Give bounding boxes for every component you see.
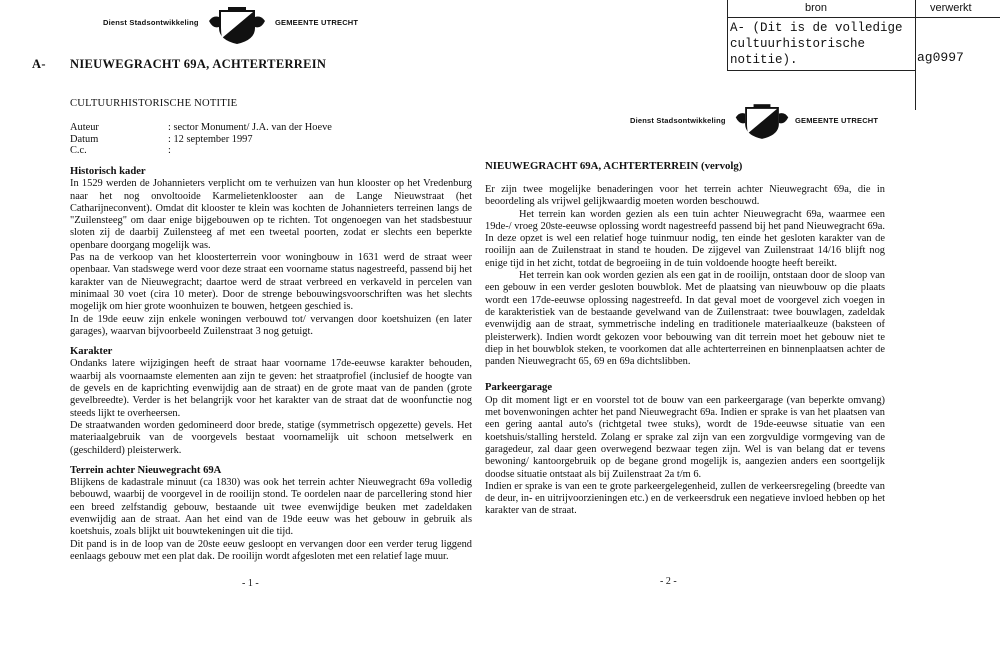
stamp-code: ag0997 — [917, 50, 964, 65]
paragraph: In de 19de eeuw zijn enkele woningen verbouwd tot/ vervangen door koetshuizen (en later garages), waarvan bijvoorbeeld Zuilenstraat 3 nog getuigt. — [70, 313, 472, 337]
page2-body — [485, 184, 885, 518]
meta-label: Auteur — [70, 122, 99, 133]
section-heading: Karakter — [70, 346, 113, 358]
note-type: CULTUURHISTORISCHE NOTITIE — [70, 98, 238, 109]
paragraph: In 1529 werden de Johannieters verplicht om te verhuizen van hun klooster op het Vredenburg naar het nog onvoltooide Karmelietenklooster aan de Lange Nieuwstraat (het Catharijneconvent). Omdat dit klooster te klein was kochten de Johannieters terreinen langs de "Zuilensteeg" om daar enige bijgebouwen op te richten. Tot ongenoegen van het stadsbestuur sloten zij de daarbij Zuilensteeg af met een tweetal poorten, zodat er slechts een beperkte openbare doorgang mogelijk was. — [70, 178, 472, 251]
page2-title: NIEUWEGRACHT 69A, ACHTERTERREIN (vervolg) — [485, 160, 743, 172]
paragraph: Er zijn twee mogelijke benaderingen voor het terrein achter Nieuwegracht 69a, die in beoordeling als vrijwel gelijkwaardig moeten worden beschouwd. — [485, 184, 885, 208]
page1-header-org: GEMEENTE UTRECHT — [275, 18, 359, 27]
paragraph: Pas na de verkoop van het kloosterterrein voor woningbouw in 1631 werd de straat weer openbaar. Van stadswege werd voor deze straat een voorname status nagestreefd, passend bij het karakter van de Nieuwegracht; daartoe werd de straat verbreed en verkaveld in percelen van minimaal 30 voet (cira 10 meter). Door de strenge bebouwingsvoorschriften was het slechts mogelijk om hier grote woonhuizen te bouwen, hetgeen geschied is. — [70, 252, 472, 313]
page1-body — [70, 166, 472, 563]
meta-value: : 12 september 1997 — [168, 133, 253, 145]
paragraph: Het terrein kan ook worden gezien als een gat in de rooilijn, ontstaan door de sloop van een gebouw in een verder gesloten bouwblok. Met de plaatsing van nieuwbouw op die plaats wordt een 17de-eeuwse oplossing nagestreefd. In dat geval moet de voorgevel zich voegen in de karakteristiek van de bestaande gevelwand van de Zuilenstraat: twee bouwlagen, zadeldak evenwijdig aan de straat, symmetrische indeling en traditionele materiaalkeuze (baksteen of pleisterwerk). Indien wordt gekozen voor bebouwing van dit terrein moet het gebouw niet te diep in het bouwblok steken, te voorkomen dat alle achterterreinen en binnenplaatsen achter de panden Nieuwegracht 65, 69 en 69a dichtslibben. — [485, 270, 885, 368]
stamp-note: A- (Dit is de volledige cultuurhistorische notitie). — [730, 21, 903, 67]
meta-label: C.c. — [70, 145, 87, 156]
paragraph: De straatwanden worden gedomineerd door brede, statige (symmetrisch opgezette) gevels. Het materiaalgebruik van de voorgevels bestaat voornamelijk uit schoon metselwerk en (geschilderd) pleisterwerk. — [70, 419, 472, 456]
meta-row — [70, 122, 450, 134]
paragraph: Blijkens de kadastrale minuut (ca 1830) was ook het terrein achter Nieuwegracht 69a volledig bebouwd, waarbij de voorgevel in de rooilijn stond. Te oordelen naar de parcellering stond hier een breed zelfstandig gebouw, bestaande uit twee evenwijdige beuken met zadeldaken evenwijdig aan de straat. Aan het eind van de 19de eeuw was het gebouw in gebruik als koetshuis, zoals blijkt uit bouwtekeningen uit die tijd. — [70, 477, 472, 538]
page1-title: NIEUWEGRACHT 69A, ACHTERTERREIN — [70, 57, 327, 71]
meta-row — [70, 145, 450, 157]
page2-header-org: GEMEENTE UTRECHT — [795, 116, 879, 125]
meta-row — [70, 134, 450, 146]
section-heading: Historisch kader — [70, 166, 146, 177]
meta-value: : — [168, 145, 171, 156]
stamp-col-processed: verwerkt — [930, 2, 972, 14]
page2-number: - 2 - — [660, 576, 677, 587]
paragraph: Op dit moment ligt er en voorstel tot de bouw van een parkeergarage (van beperkte omvang) met bovenwoningen achter het pand Nieuwegracht 69a. Indien er sprake is van het plaatsen van een gering aantal auto's (richtgetal twee stuks), wordt de 19de-eeuwse situatie van een koetshuis/stalling hersteld. Zolang er sprake zal zijn van een zorgvuldige vormgeving van de garagedeur, zal daar geen overwegend bezwaar tegen zijn. Wel is van belang dat er tevens bewoning/ kantoorgebruik op de begane grond mogelijk is, aangezien anders een soortgelijk doodse situatie ontstaat als bij Zuilenstraat 2a t/m 6. — [485, 394, 885, 480]
utrecht-coat-of-arms-logo — [205, 7, 269, 45]
margin-mark: A- — [32, 57, 46, 71]
paragraph: Ondanks latere wijzigingen heeft de straat haar voorname 17de-eeuwse karakter behouden, waarbij als voornaamste elementen aan zijn te geven: het straatprofiel (inclusief de hoogte van de gevels en de kaprichting evenwijdig aan de straat) en de grote maat van de panden (grote gevelbreedte). Verder is het belangrijk voor het karakter van de straat dat de woonfunctie nog steeds lijkt te overheersen. — [70, 358, 472, 419]
page2-header-dept: Dienst Stadsontwikkeling — [630, 116, 726, 125]
page1-header-dept: Dienst Stadsontwikkeling — [103, 18, 199, 27]
paragraph: Indien er sprake is van een te grote parkeergelegenheid, zullen de verkeersregeling (breedte van de deur, in- en uitrijvoorzieningen etc.) en de verkeersdruk een negatieve invloed hebben op het karakter van de straat. — [485, 480, 885, 517]
paragraph: Dit pand is in de loop van de 20ste eeuw gesloopt en vervangen door een verder terug liggend eenlaags gebouw met een plat dak. De rooilijn wordt afgesloten met een relatief lage muur. — [70, 538, 472, 562]
section-heading: Parkeergarage — [485, 382, 553, 394]
paragraph: Het terrein kan worden gezien als een tuin achter Nieuwegracht 69a, waarmee een 19de-/ vroeg 20ste-eeuwse oplossing wordt nagestreefd passend bij het pand Nieuwegracht 69a. In deze opzet is wel een relatief hoge tuinmuur nodig, ten einde het gesloten karakter van de rooilijn aan de Zuilenstraat in stand te houden. De zijgevel van Zuilenstraat 14/16 blijft nog enige tijd in het zicht, totdat de begroeiing in de tuin voldoende hoogte heeft bereikt. — [485, 208, 885, 269]
stamp-col-source: bron — [805, 2, 828, 14]
archive-stamp — [727, 0, 1000, 110]
meta-block — [70, 122, 450, 157]
meta-value: : sector Monument/ J.A. van der Hoeve — [168, 122, 332, 133]
section-heading: Terrein achter Nieuwegracht 69A — [70, 464, 222, 476]
page1-number: - 1 - — [242, 578, 259, 589]
meta-label: Datum — [70, 133, 99, 145]
